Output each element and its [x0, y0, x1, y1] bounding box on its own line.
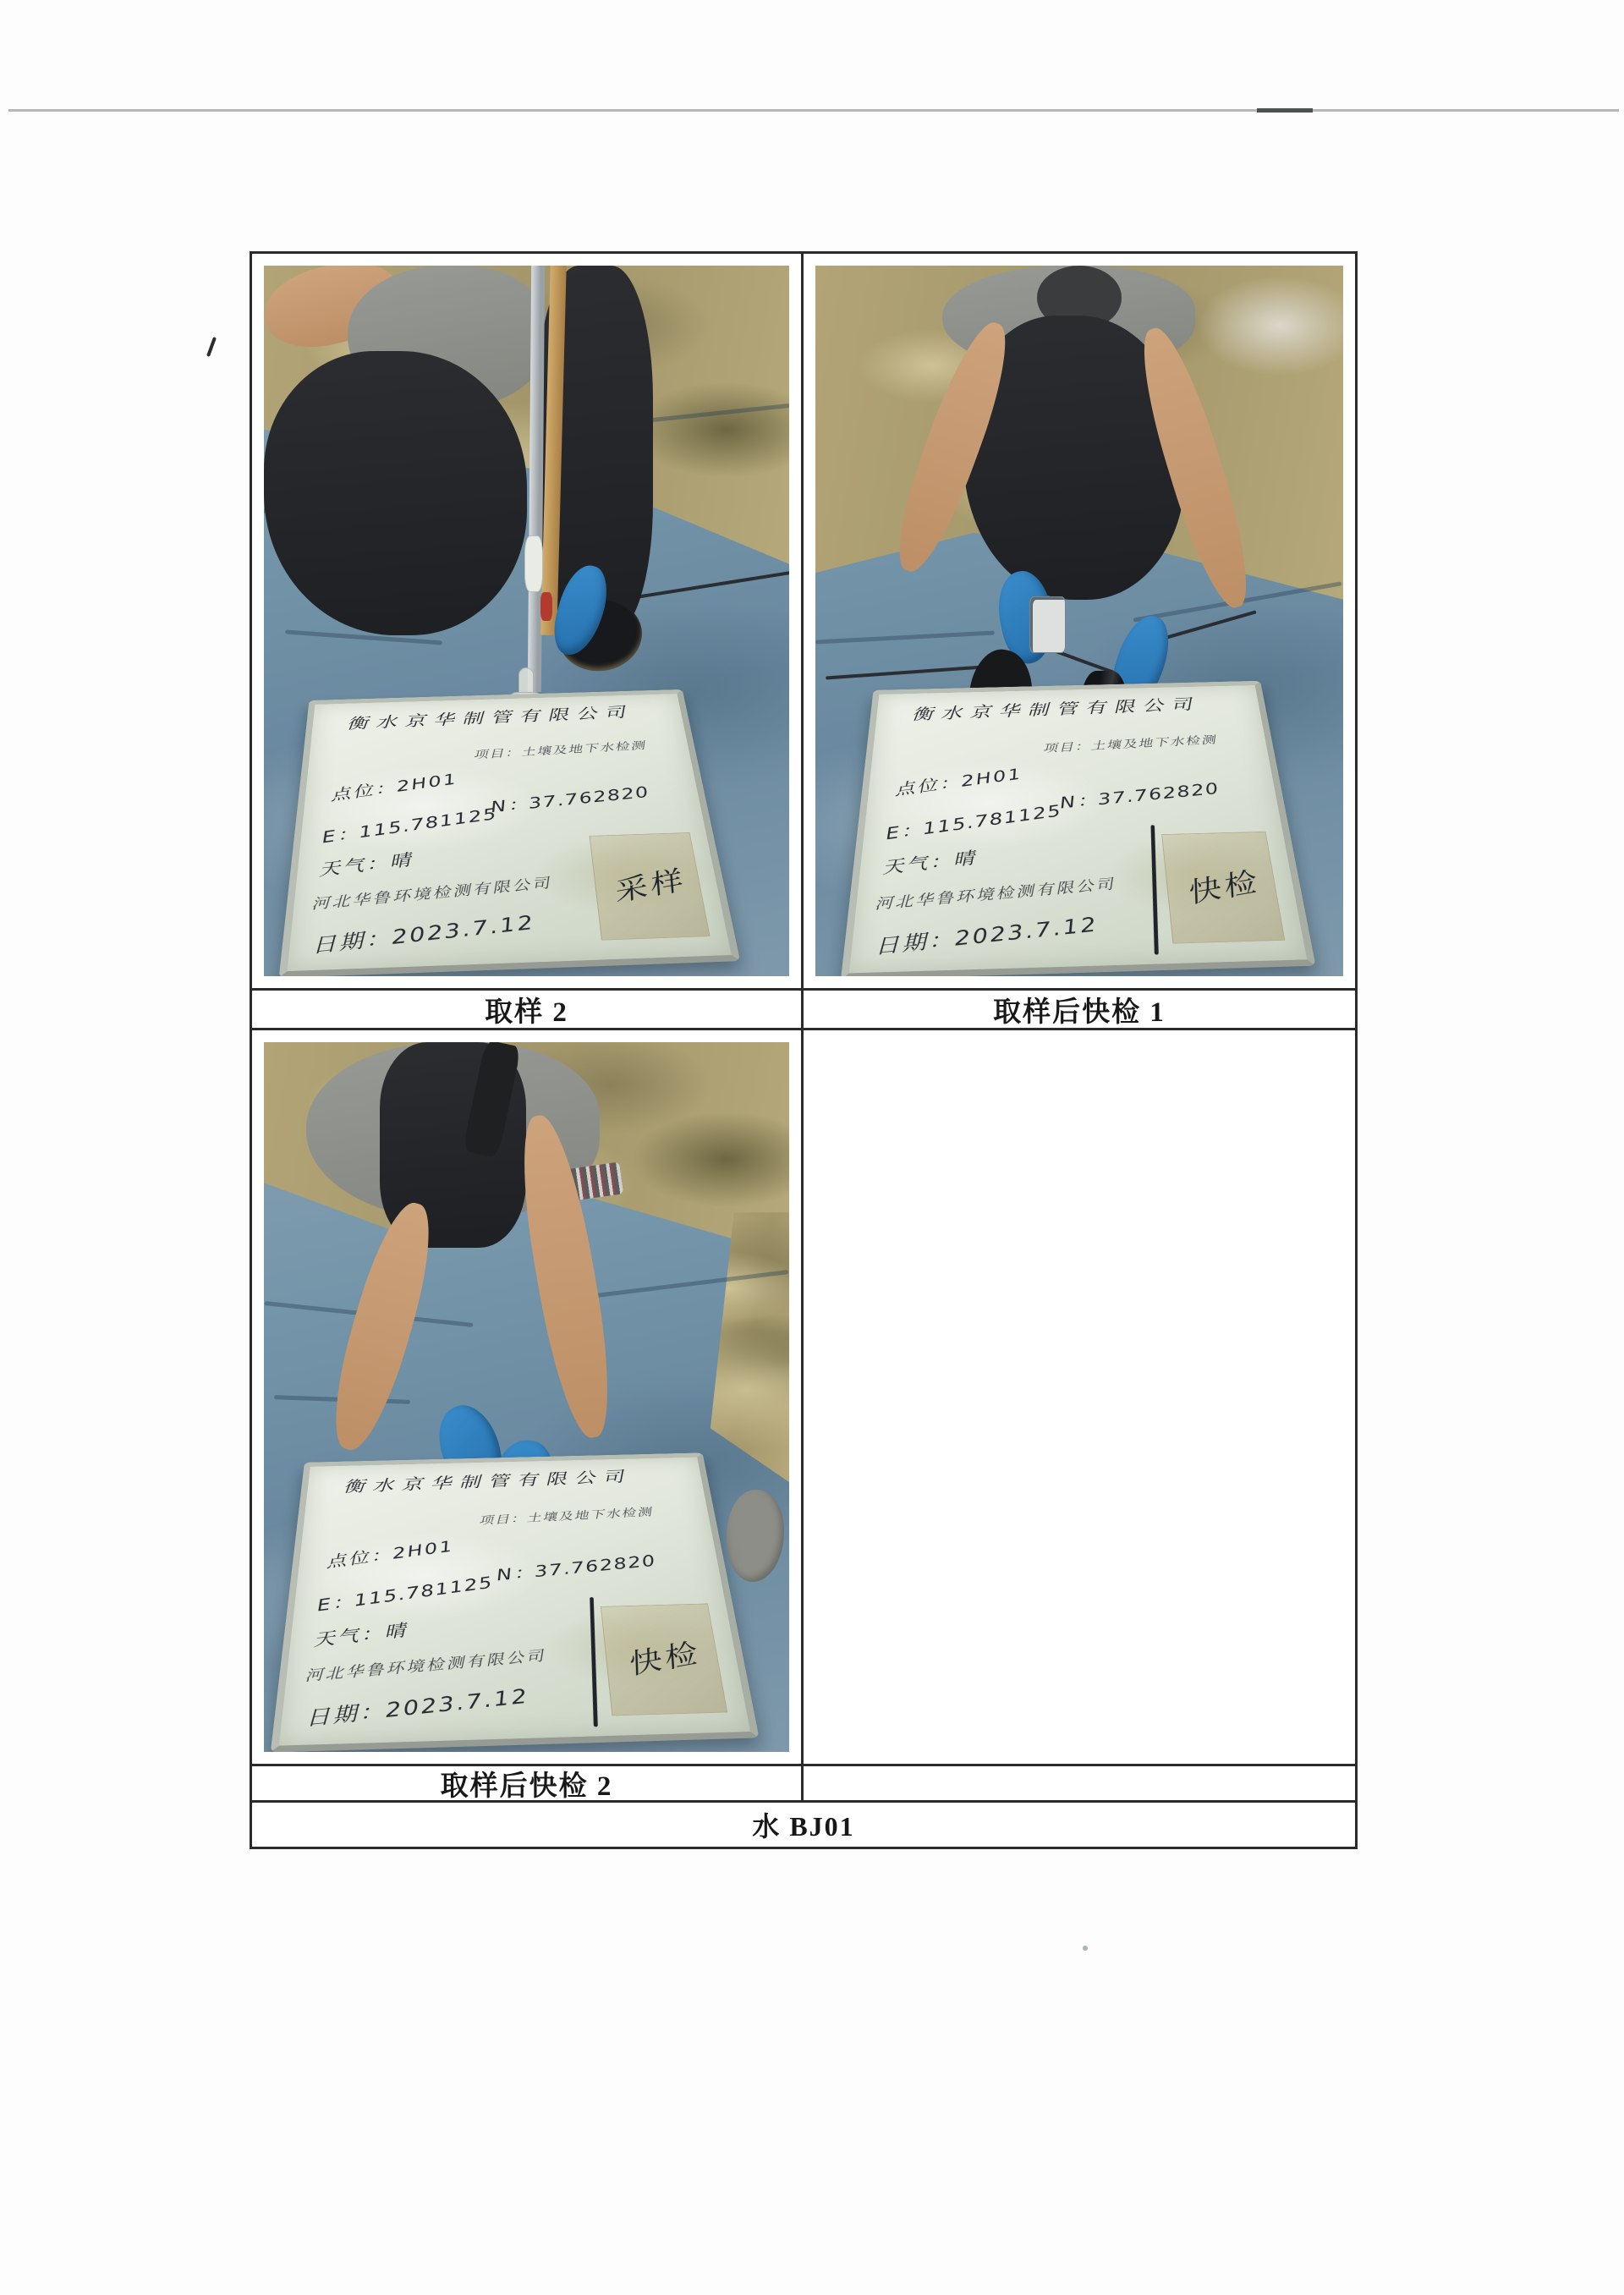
whiteboard-company: 衡水京华制管有限公司: [343, 1468, 634, 1496]
hand-drawn-bracket: [1151, 825, 1159, 955]
whiteboard-date: 日期：2023.7.12: [305, 1684, 531, 1731]
whiteboard-longitude: E：115.781125: [316, 1573, 496, 1616]
whiteboard-project: 项目：土壤及地下水检测: [478, 1505, 654, 1527]
stone: [727, 1490, 784, 1582]
whiteboard-latitude: N：37.762820: [496, 1551, 659, 1584]
red-valve-tag: [540, 592, 552, 621]
whiteboard-agency: 河北华鲁环境检测有限公司: [304, 1648, 548, 1685]
whiteboard-latitude: N：37.762820: [489, 783, 652, 816]
worker-kneeling-leg: [264, 351, 527, 635]
concrete-floor-right: [710, 1212, 789, 1482]
photo-sampling-2: [264, 266, 789, 976]
whiteboard-weather: 天气：晴: [313, 1620, 409, 1650]
whiteboard-point: 点位：2H01: [328, 771, 459, 804]
photo-cell-quicktest-2: [252, 1030, 804, 1766]
corner-label-sampling: 采样: [607, 865, 689, 908]
whiteboard-company: 衡水京华制管有限公司: [345, 703, 634, 733]
whiteboard-weather: 天气：晴: [318, 850, 414, 881]
worker-left-arm: [319, 1195, 445, 1457]
header-rule: [8, 109, 1619, 112]
whiteboard-agency: 河北华鲁环境检测有限公司: [874, 876, 1117, 913]
whiteboard-point: 点位：2H01: [893, 765, 1024, 799]
whiteboard: [841, 680, 1315, 976]
whiteboard-date: 日期：2023.7.12: [311, 910, 537, 958]
whiteboard-date: 日期：2023.7.12: [875, 912, 1100, 958]
sampler-white-vial: [524, 535, 543, 592]
header-rule-dash: [1257, 108, 1313, 113]
cable: [826, 665, 985, 679]
photo-record-table: [250, 251, 1358, 1849]
photo-cell-quicktest-1: [804, 254, 1355, 991]
photo-quicktest-2: [264, 1042, 789, 1752]
sample-id-footer: 水 BJ01: [252, 1803, 1355, 1847]
caption-quicktest-1: 取样后快检 1: [804, 991, 1355, 1030]
whiteboard: [271, 1452, 759, 1752]
test-strips-device: [1029, 596, 1067, 653]
whiteboard-latitude: N：37.762820: [1059, 779, 1223, 812]
caption-sampling-2: 取样 2: [252, 991, 804, 1030]
whiteboard-project: 项目：土壤及地下水检测: [472, 738, 647, 761]
whiteboard-project: 项目：土壤及地下水检测: [1042, 733, 1218, 755]
whiteboard-longitude: E：115.781125: [885, 801, 1064, 843]
stray-ink-mark: [206, 337, 217, 357]
scan-speck: [1083, 1946, 1088, 1951]
whiteboard-weather: 天气：晴: [881, 848, 979, 878]
corner-label-quicktest: 快检: [622, 1637, 705, 1682]
corner-label-patch: [1161, 832, 1285, 944]
whiteboard-agency: 河北华鲁环境检测有限公司: [310, 875, 553, 914]
whiteboard-point: 点位：2H01: [325, 1537, 456, 1572]
whiteboard-company: 衡水京华制管有限公司: [911, 695, 1201, 724]
caption-empty: [804, 1766, 1355, 1803]
whiteboard: [278, 689, 740, 976]
empty-cell: [804, 1030, 1355, 1766]
photo-cell-sampling-2: [252, 254, 804, 991]
corner-label-patch: [601, 1603, 727, 1716]
caption-quicktest-2: 取样后快检 2: [252, 1766, 804, 1803]
corner-label-patch: [589, 832, 710, 940]
hand-drawn-bracket: [590, 1597, 599, 1727]
photo-quicktest-1: [815, 266, 1343, 976]
corner-label-quicktest: 快检: [1181, 865, 1264, 909]
tarp-fold: [815, 630, 995, 644]
whiteboard-longitude: E：115.781125: [321, 804, 500, 847]
